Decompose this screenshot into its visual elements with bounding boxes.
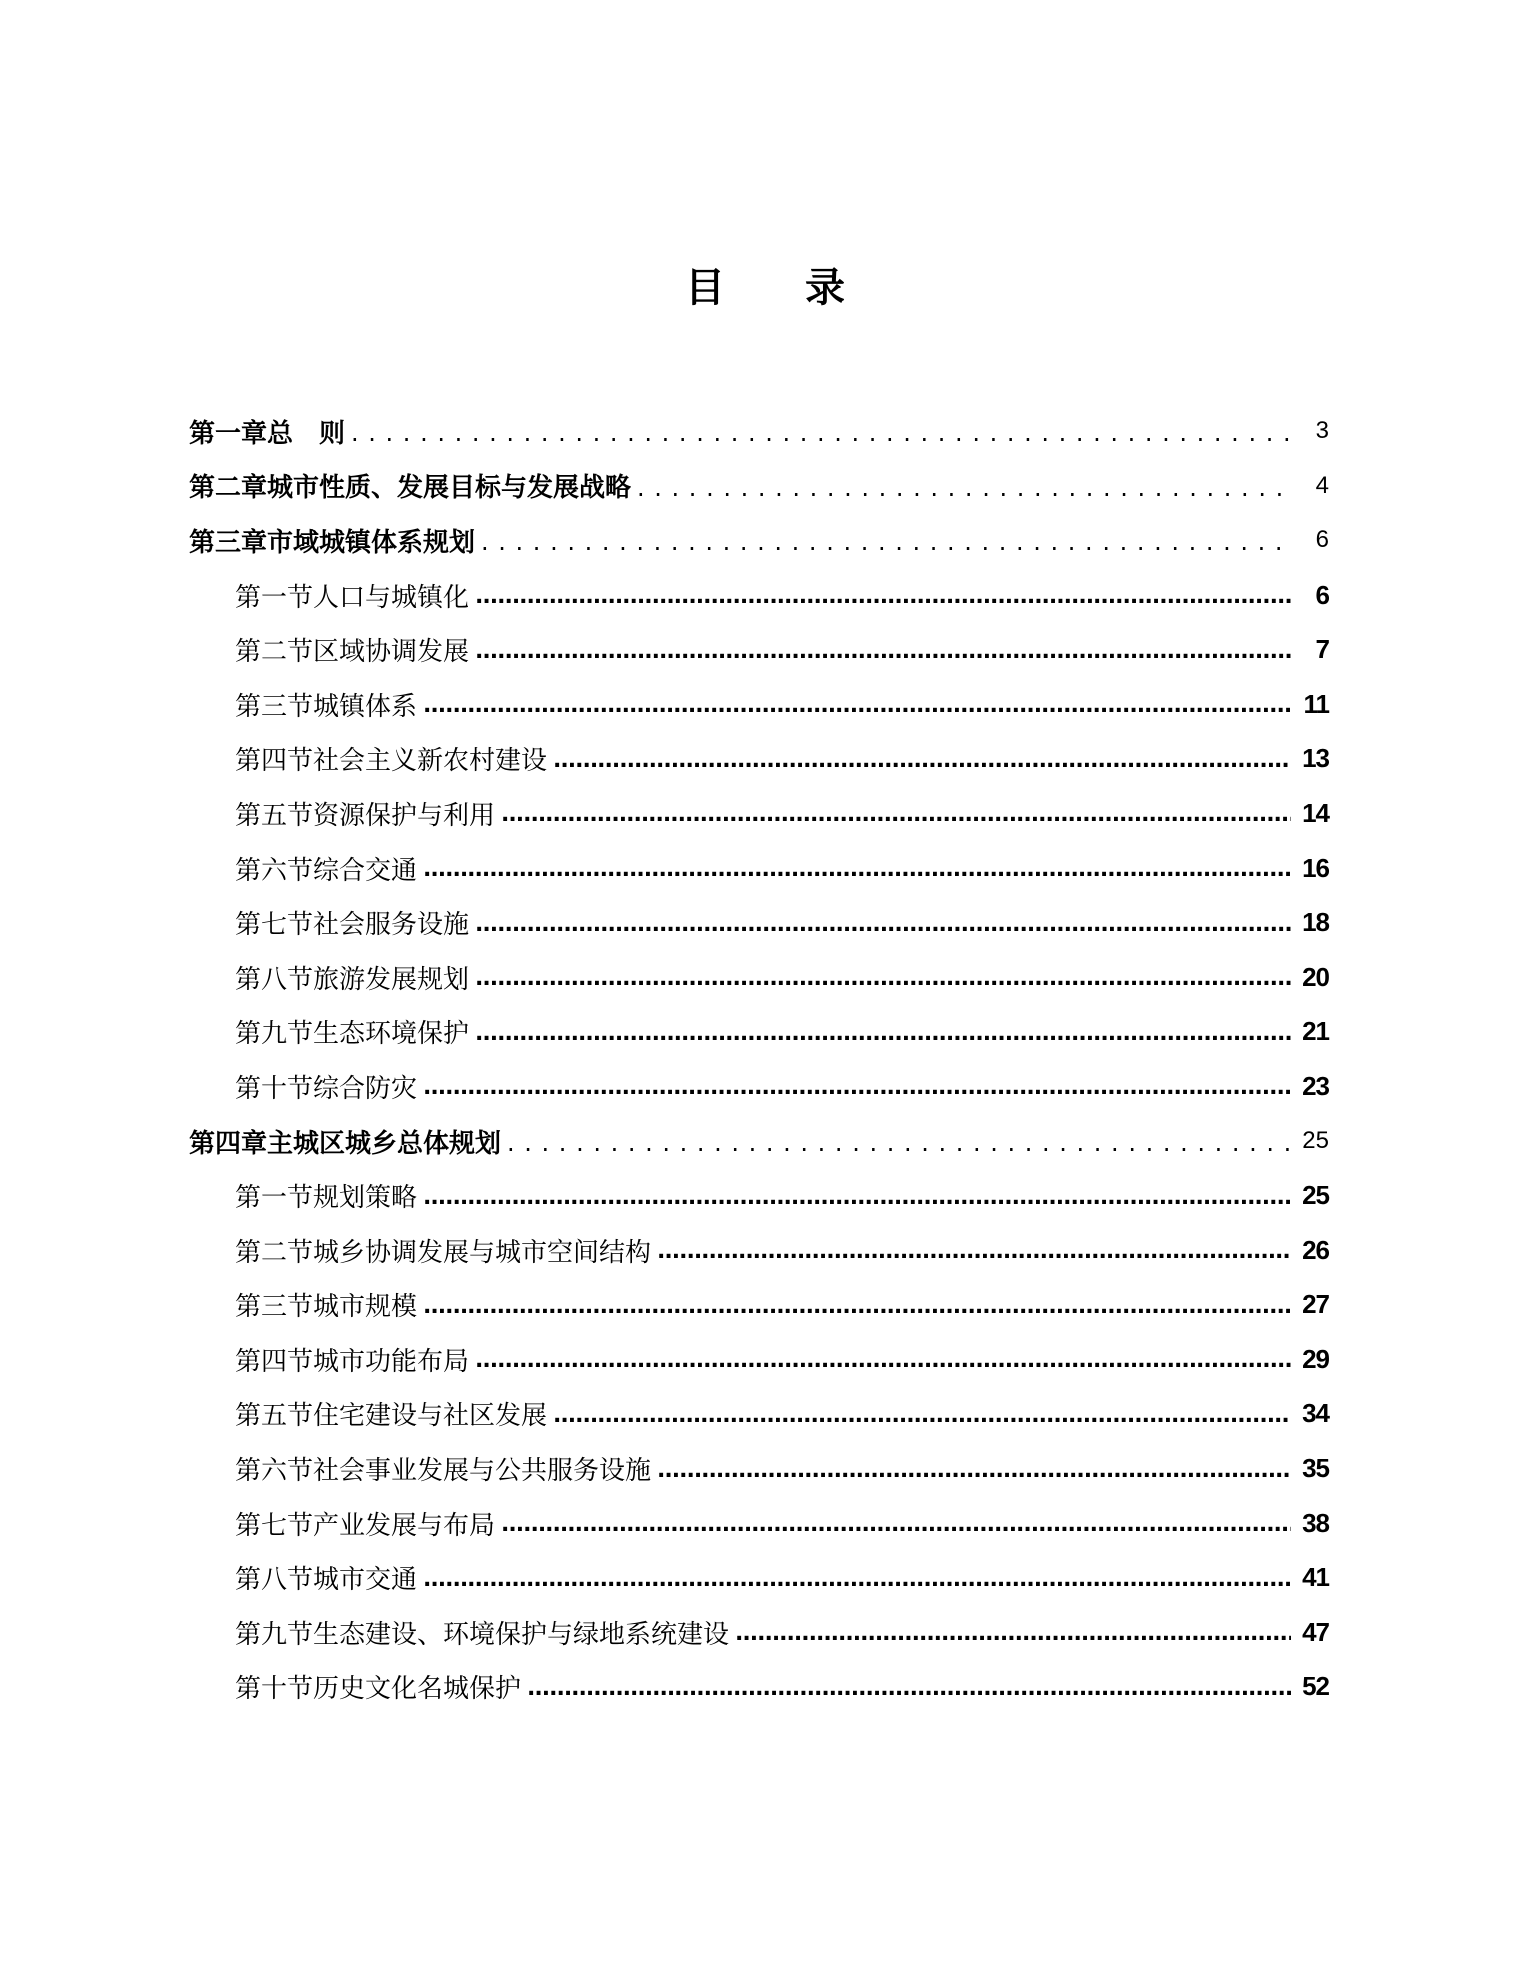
toc-dot-leader — [553, 1403, 1291, 1429]
toc-page-number: 4 — [1315, 471, 1329, 499]
toc-page-number: 6 — [1315, 579, 1329, 610]
toc-section-entry[interactable] — [189, 1387, 1329, 1442]
toc-page-number: 25 — [1302, 1127, 1329, 1155]
toc-dot-leader — [475, 639, 1291, 665]
toc-page-number: 3 — [1315, 417, 1329, 445]
toc-page-number: 52 — [1302, 1671, 1329, 1702]
toc-page-number: 11 — [1303, 688, 1329, 719]
toc-section-entry[interactable] — [189, 786, 1329, 841]
toc-entry-number: 第五节 — [235, 1401, 314, 1432]
toc-page-number: 27 — [1302, 1289, 1329, 1320]
toc-dot-leader — [423, 1185, 1291, 1211]
toc-dot-leader — [637, 475, 1291, 501]
toc-entry-number: 第四章 — [189, 1128, 268, 1159]
toc-entry-title: 总 则 — [267, 418, 346, 449]
toc-dot-leader — [475, 1348, 1291, 1374]
toc-entry-number: 第三节 — [235, 1292, 314, 1323]
toc-dot-leader — [475, 584, 1291, 610]
toc-dot-leader — [423, 857, 1291, 883]
toc-dot-leader — [657, 1239, 1291, 1265]
toc-page-number: 34 — [1302, 1398, 1329, 1429]
toc-entry-number: 第一节 — [235, 1183, 314, 1214]
toc-entry-title: 旅游发展规划 — [313, 964, 470, 995]
toc-section-entry[interactable] — [189, 1223, 1329, 1278]
toc-entry-number: 第八节 — [235, 1565, 314, 1596]
toc-page-number: 25 — [1302, 1180, 1329, 1211]
toc-entry-title: 主城区城乡总体规划 — [267, 1128, 502, 1159]
toc-entry-number: 第二节 — [235, 637, 314, 668]
toc-page-number: 21 — [1302, 1016, 1329, 1047]
toc-section-entry[interactable] — [189, 1059, 1329, 1114]
toc-section-entry[interactable] — [189, 1441, 1329, 1496]
toc-entry-number: 第二节 — [235, 1237, 314, 1268]
toc-entry-number: 第一节 — [235, 582, 314, 613]
toc-dot-leader — [475, 966, 1291, 992]
toc-section-entry[interactable] — [189, 1005, 1329, 1060]
toc-page-number: 26 — [1302, 1234, 1329, 1265]
toc-entry-number: 第一章 — [189, 418, 268, 449]
toc-entry-title: 城乡协调发展与城市空间结构 — [313, 1237, 652, 1268]
toc-entry-number: 第十节 — [235, 1674, 314, 1705]
toc-dot-leader — [735, 1621, 1291, 1647]
toc-entry-number: 第六节 — [235, 855, 314, 886]
toc-page-number: 35 — [1302, 1453, 1329, 1484]
toc-entry-number: 第五节 — [235, 800, 314, 831]
toc-page-number: 23 — [1302, 1070, 1329, 1101]
toc-entry-title: 城镇体系 — [313, 691, 418, 722]
toc-entry-title: 综合防灾 — [313, 1073, 418, 1104]
toc-page-number: 14 — [1302, 797, 1329, 828]
toc-section-entry[interactable] — [189, 622, 1329, 677]
toc-dot-leader — [507, 1130, 1291, 1156]
toc-dot-leader — [423, 1075, 1291, 1101]
toc-chapter-entry[interactable] — [189, 1114, 1329, 1169]
toc-dot-leader — [553, 748, 1291, 774]
toc-entry-number: 第二章 — [189, 473, 268, 504]
toc-entry-title: 生态建设、环境保护与绿地系统建设 — [313, 1619, 730, 1650]
toc-dot-leader — [475, 1021, 1291, 1047]
toc-page-number: 13 — [1302, 743, 1329, 774]
toc-section-entry[interactable] — [189, 841, 1329, 896]
toc-dot-leader — [475, 912, 1291, 938]
toc-entry-number: 第六节 — [235, 1456, 314, 1487]
toc-entry-title: 社会主义新农村建设 — [313, 746, 548, 777]
toc-entry-title: 产业发展与布局 — [313, 1510, 496, 1541]
toc-entry-title: 人口与城镇化 — [313, 582, 470, 613]
toc-entry-title: 城市规模 — [313, 1292, 418, 1323]
toc-page-number: 6 — [1315, 526, 1329, 554]
toc-entry-title: 综合交通 — [313, 855, 418, 886]
toc-page-number: 18 — [1302, 907, 1329, 938]
toc-section-entry[interactable] — [189, 1278, 1329, 1333]
title-char-2: 录 — [805, 265, 845, 311]
toc-entry-number: 第三章 — [189, 527, 268, 558]
toc-entry-title: 城市功能布局 — [313, 1346, 470, 1377]
table-of-contents — [189, 404, 1329, 1714]
toc-entry-number: 第七节 — [235, 910, 314, 941]
toc-dot-leader — [423, 1567, 1291, 1593]
toc-entry-number: 第九节 — [235, 1619, 314, 1650]
toc-entry-title: 城市性质、发展目标与发展战略 — [267, 473, 632, 504]
toc-dot-leader — [423, 693, 1291, 719]
toc-section-entry[interactable] — [189, 950, 1329, 1005]
toc-dot-leader — [481, 529, 1291, 555]
toc-section-entry[interactable] — [189, 677, 1329, 732]
toc-chapter-entry[interactable] — [189, 404, 1329, 459]
toc-entry-title: 生态环境保护 — [313, 1019, 470, 1050]
title-char-1: 目 — [685, 265, 725, 311]
toc-section-entry[interactable] — [189, 1496, 1329, 1551]
toc-entry-title: 市域城镇体系规划 — [267, 527, 476, 558]
toc-entry-number: 第八节 — [235, 964, 314, 995]
toc-entry-title: 城市交通 — [313, 1565, 418, 1596]
toc-entry-number: 第三节 — [235, 691, 314, 722]
toc-page-number: 41 — [1302, 1562, 1329, 1593]
toc-entry-title: 规划策略 — [313, 1183, 418, 1214]
toc-dot-leader — [657, 1458, 1291, 1484]
toc-entry-number: 第四节 — [235, 746, 314, 777]
toc-dot-leader — [351, 420, 1291, 446]
toc-page-number: 16 — [1302, 852, 1329, 883]
toc-section-entry[interactable] — [189, 1550, 1329, 1605]
toc-entry-title: 社会事业发展与公共服务设施 — [313, 1456, 652, 1487]
toc-entry-number: 第九节 — [235, 1019, 314, 1050]
toc-page-number: 20 — [1302, 961, 1329, 992]
toc-entry-number: 第十节 — [235, 1073, 314, 1104]
toc-dot-leader — [501, 802, 1291, 828]
toc-entry-number: 第七节 — [235, 1510, 314, 1541]
toc-chapter-entry[interactable] — [189, 513, 1329, 568]
toc-entry-title: 区域协调发展 — [313, 637, 470, 668]
toc-section-entry[interactable] — [189, 1660, 1329, 1715]
toc-section-entry[interactable] — [189, 732, 1329, 787]
toc-section-entry[interactable] — [189, 895, 1329, 950]
toc-dot-leader — [501, 1512, 1291, 1538]
page-title — [0, 256, 1530, 313]
toc-entry-title: 历史文化名城保护 — [313, 1674, 522, 1705]
toc-dot-leader — [527, 1676, 1291, 1702]
toc-section-entry[interactable] — [189, 1605, 1329, 1660]
toc-page-number: 47 — [1302, 1616, 1329, 1647]
toc-section-entry[interactable] — [189, 1332, 1329, 1387]
toc-entry-number: 第四节 — [235, 1346, 314, 1377]
toc-section-entry[interactable] — [189, 568, 1329, 623]
toc-entry-title: 社会服务设施 — [313, 910, 470, 941]
toc-entry-title: 资源保护与利用 — [313, 800, 496, 831]
toc-section-entry[interactable] — [189, 1168, 1329, 1223]
toc-page-number: 38 — [1302, 1507, 1329, 1538]
toc-entry-title: 住宅建设与社区发展 — [313, 1401, 548, 1432]
toc-page-number: 29 — [1302, 1343, 1329, 1374]
toc-chapter-entry[interactable] — [189, 459, 1329, 514]
toc-page-number: 7 — [1315, 634, 1329, 665]
toc-dot-leader — [423, 1294, 1291, 1320]
